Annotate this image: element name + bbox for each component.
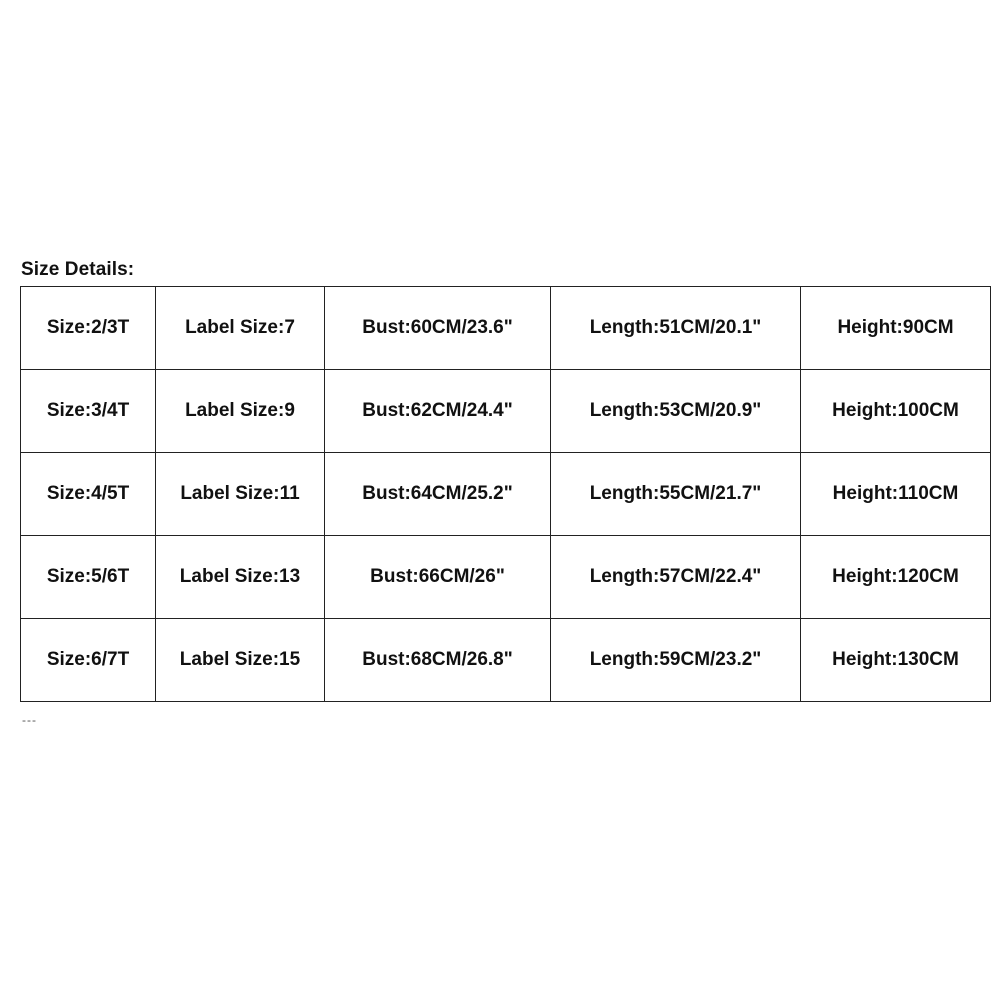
table-row	[21, 370, 991, 453]
label-size-cell: Label Size:13	[156, 536, 325, 619]
label-size-cell: Label Size:11	[156, 453, 325, 536]
height-cell: Height:100CM	[801, 370, 991, 453]
height-cell: Height:90CM	[801, 287, 991, 370]
bust-cell: Bust:60CM/23.6"	[325, 287, 551, 370]
size-cell: Size:4/5T	[21, 453, 156, 536]
length-cell: Length:53CM/20.9"	[551, 370, 801, 453]
bust-cell: Bust:62CM/24.4"	[325, 370, 551, 453]
size-details-title: Size Details:	[21, 259, 135, 280]
bust-cell: Bust:68CM/26.8"	[325, 619, 551, 702]
size-table	[20, 286, 991, 702]
size-cell: Size:2/3T	[21, 287, 156, 370]
label-size-cell: Label Size:7	[156, 287, 325, 370]
length-cell: Length:55CM/21.7"	[551, 453, 801, 536]
height-cell: Height:110CM	[801, 453, 991, 536]
label-size-cell: Label Size:9	[156, 370, 325, 453]
height-cell: Height:130CM	[801, 619, 991, 702]
table-row	[21, 619, 991, 702]
label-size-cell: Label Size:15	[156, 619, 325, 702]
size-cell: Size:6/7T	[21, 619, 156, 702]
length-cell: Length:59CM/23.2"	[551, 619, 801, 702]
table-row	[21, 536, 991, 619]
table-row	[21, 453, 991, 536]
table-row	[21, 287, 991, 370]
footer-mark: ---	[22, 713, 37, 727]
size-cell: Size:5/6T	[21, 536, 156, 619]
size-cell: Size:3/4T	[21, 370, 156, 453]
length-cell: Length:51CM/20.1"	[551, 287, 801, 370]
height-cell: Height:120CM	[801, 536, 991, 619]
length-cell: Length:57CM/22.4"	[551, 536, 801, 619]
bust-cell: Bust:66CM/26"	[325, 536, 551, 619]
bust-cell: Bust:64CM/25.2"	[325, 453, 551, 536]
